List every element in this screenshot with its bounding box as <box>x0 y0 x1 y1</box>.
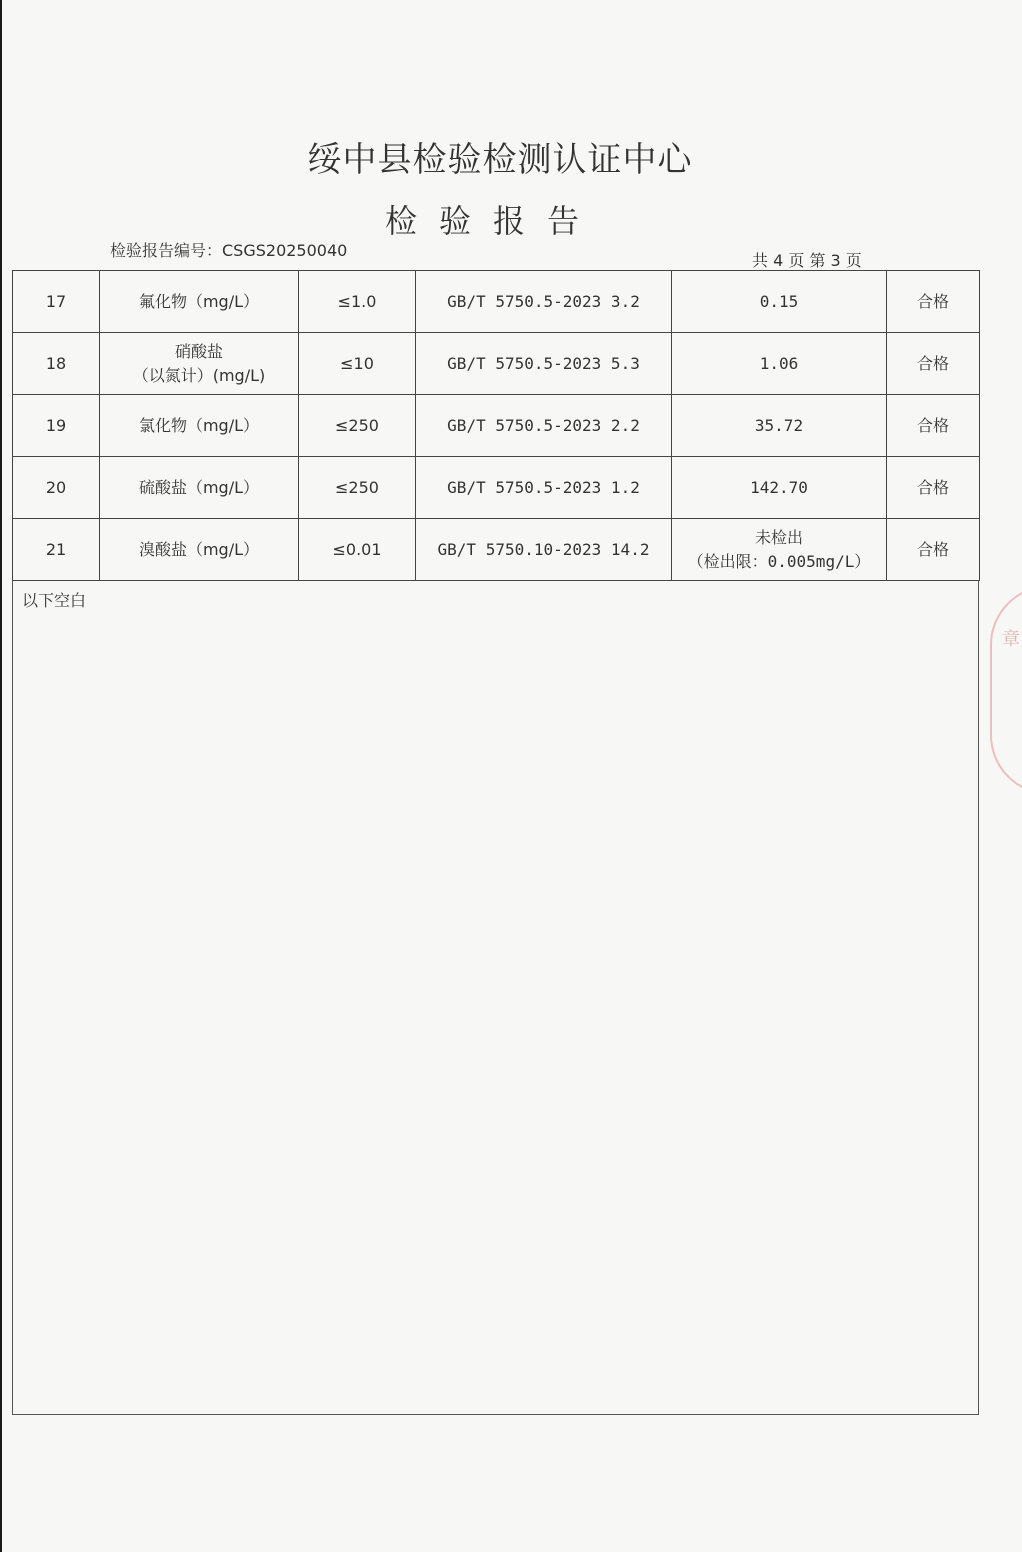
official-seal-fragment <box>990 585 1022 795</box>
organization-name: 绥中县检验检测认证中心 <box>307 140 693 180</box>
results-table <box>12 270 980 581</box>
table-row <box>13 519 980 581</box>
limit-value: ≤250 <box>299 395 416 457</box>
limit-value: ≤250 <box>299 457 416 519</box>
row-number: 20 <box>13 457 100 519</box>
row-number: 19 <box>13 395 100 457</box>
row-number: 18 <box>13 333 100 395</box>
limit-value: ≤0.01 <box>299 519 416 581</box>
seal-ring-icon <box>990 585 1022 795</box>
test-item-line1: 硝酸盐 <box>174 341 223 361</box>
verdict: 合格 <box>887 395 980 457</box>
table-row <box>13 457 980 519</box>
limit-value: ≤1.0 <box>299 271 416 333</box>
test-item: 氯化物（mg/L） <box>100 395 299 457</box>
report-number: 检验报告编号：CSGS20250040 <box>110 241 348 260</box>
test-result-line2: （检出限：0.005mg/L） <box>687 551 871 571</box>
row-number: 17 <box>13 271 100 333</box>
blank-area <box>12 580 979 1415</box>
test-item: 氟化物（mg/L） <box>100 271 299 333</box>
document-title: 检验报告 <box>384 202 601 240</box>
page-info: 共 4 页 第 3 页 <box>752 251 862 270</box>
test-result: 0.15 <box>672 271 887 333</box>
row-number: 21 <box>13 519 100 581</box>
test-result: 142.70 <box>672 457 887 519</box>
test-item: 溴酸盐（mg/L） <box>100 519 299 581</box>
test-result-line1: 未检出 <box>754 527 803 547</box>
seal-text: 章 <box>1002 629 1020 650</box>
test-method: GB/T 5750.5-2023 2.2 <box>416 395 672 457</box>
test-method: GB/T 5750.5-2023 5.3 <box>416 333 672 395</box>
table-row <box>13 333 980 395</box>
verdict: 合格 <box>887 519 980 581</box>
test-method: GB/T 5750.5-2023 1.2 <box>416 457 672 519</box>
table-row <box>13 395 980 457</box>
test-method: GB/T 5750.5-2023 3.2 <box>416 271 672 333</box>
verdict: 合格 <box>887 457 980 519</box>
test-result <box>672 519 887 581</box>
test-item <box>100 333 299 395</box>
verdict: 合格 <box>887 271 980 333</box>
test-item-line2: （以氮计）(mg/L) <box>132 365 266 385</box>
test-method: GB/T 5750.10-2023 14.2 <box>416 519 672 581</box>
blank-note: 以下空白 <box>22 591 87 610</box>
test-result: 35.72 <box>672 395 887 457</box>
test-result: 1.06 <box>672 333 887 395</box>
table-row <box>13 271 980 333</box>
limit-value: ≤10 <box>299 333 416 395</box>
verdict: 合格 <box>887 333 980 395</box>
test-item: 硫酸盐（mg/L） <box>100 457 299 519</box>
